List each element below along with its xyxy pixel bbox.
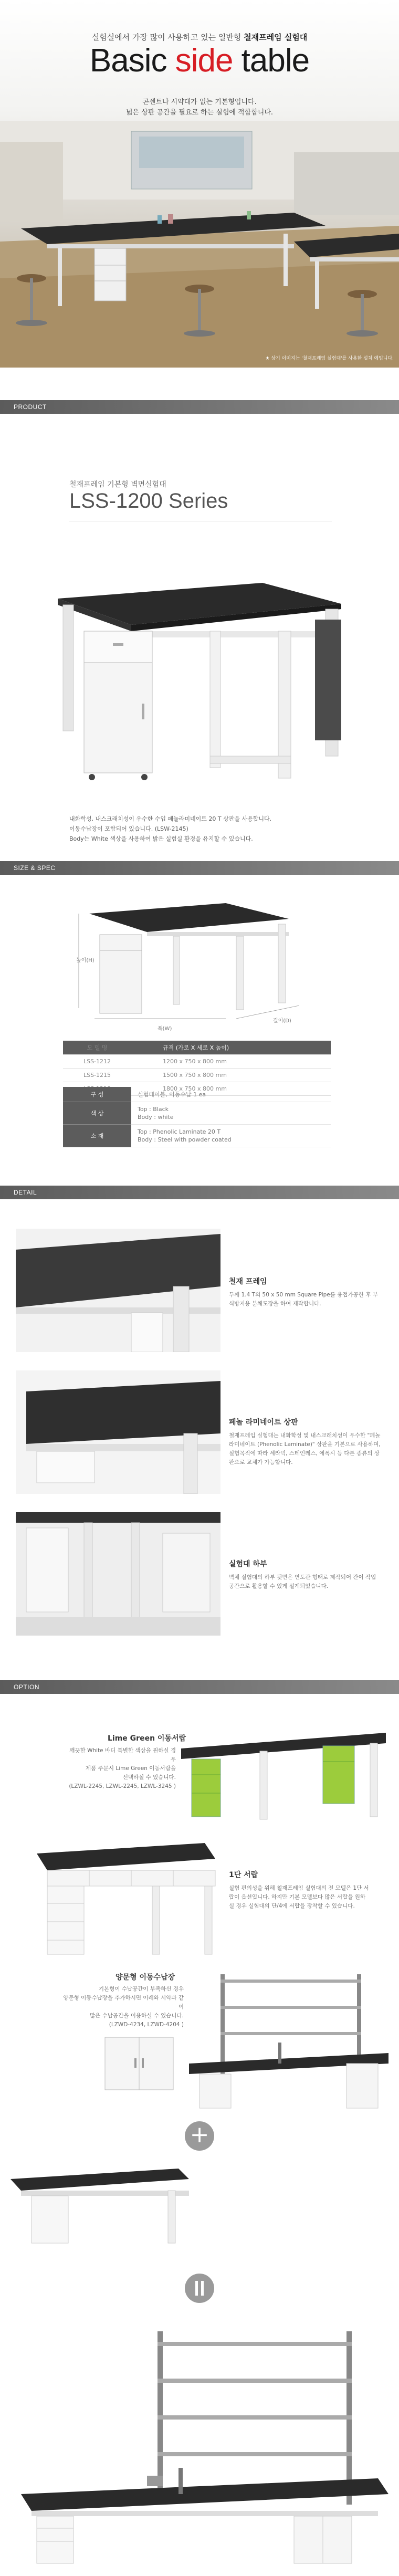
spec-header-size: 규격 (가로 X 세로 X 높이) bbox=[131, 1041, 331, 1054]
product-description bbox=[69, 814, 271, 844]
detail-top-title: 페놀 라미네이트 상판 bbox=[229, 1418, 298, 1427]
spec-header-model: 모 델 명 bbox=[63, 1041, 131, 1054]
hero-desc-line2: 넓은 상판 공간을 필요로 하는 실험에 적합합니다. bbox=[125, 109, 274, 117]
option-double-door-title: 양문형 이동수납장 bbox=[116, 1973, 175, 1982]
spec-size-cell: 1500 x 750 x 800 mm bbox=[131, 1068, 331, 1082]
section-bar-option bbox=[0, 1680, 399, 1694]
product-desc-line3: Body는 White 색상을 사용하여 밝은 실험실 환경을 유지할 수 있습니다. bbox=[69, 835, 253, 842]
hero-title-highlight: side bbox=[175, 43, 233, 79]
option-text-line: (LZWD-4234, LZWD-4204 ) bbox=[109, 2022, 184, 2028]
option-drawer-text: 실험 편의성을 위해 철재프레임 실험대의 전 모델은 1단 서랍이 옵션입니다. 하지만 기본 모델보다 많은 서랍을 원하실 경우 실험대의 단/4에 서랍을 장착할 수 있습니다. bbox=[229, 1885, 369, 1909]
spec-table-header bbox=[63, 1041, 331, 1054]
detail-frame-text: 두께 1.4 T의 50 x 50 mm Square Pipe를 용접가공한 후 부식방지용 분체도장을 하여 제작합니다. bbox=[229, 1292, 378, 1307]
size-diagram bbox=[68, 893, 331, 1024]
product-desc-line2: 이동수납장이 포함되어 있습니다. (LSW-2145) bbox=[69, 825, 188, 832]
option-lime-green-title: Lime Green 이동서랍 bbox=[108, 1734, 186, 1743]
hero-banner bbox=[0, 0, 399, 368]
hero-tagline bbox=[0, 32, 399, 43]
attr-val-color bbox=[131, 1102, 331, 1125]
section-bar-detail bbox=[0, 1186, 399, 1199]
option-drawer-title: 1단 서랍 bbox=[229, 1871, 258, 1879]
attr-key-color: 색 상 bbox=[63, 1102, 131, 1125]
attribute-table bbox=[63, 1087, 331, 1147]
attr-key-composition: 구 성 bbox=[63, 1087, 131, 1102]
dim-height-label: 높이(H) bbox=[76, 958, 94, 964]
section-bar-size-spec bbox=[0, 861, 399, 875]
attr-val-material bbox=[131, 1125, 331, 1147]
attr-val-line: 실험테이블, 이동수납 1 ea bbox=[138, 1091, 206, 1098]
detail-top-text: 철재프레임 실험대는 내화학성 및 내스크래치성이 우수한 "페놀라미네이트 (Phenolic Laminate)" 상판을 기본으로 사용하며, 실험목적에 따라 세라믹, 스테인레스, 에폭시 등 다른 종류의 상판으로 교체가 가능합니다. bbox=[229, 1432, 381, 1465]
spec-size-cell: 1800 x 750 x 800 mm bbox=[131, 1082, 331, 1095]
option-double-door-cabinet-image bbox=[100, 2032, 178, 2095]
section-label-detail: DETAIL bbox=[14, 1189, 37, 1196]
option-lime-green-image bbox=[181, 1722, 386, 1827]
detail-under-image bbox=[16, 1512, 220, 1636]
option-text-line: 양문형 이동수납장을 추가하시면 이레와 시약과 같이 bbox=[63, 1995, 184, 2010]
option-lime-green-text bbox=[66, 1746, 176, 1791]
attr-val-line: Body : Steel with powder coated bbox=[138, 1136, 232, 1143]
section-bar-product bbox=[0, 400, 399, 414]
hero-tagline-text: 실험실에서 가장 많이 사용하고 있는 일반형 bbox=[91, 33, 242, 42]
table-row bbox=[63, 1125, 331, 1147]
option-base-table-image bbox=[10, 2158, 189, 2247]
option-text-line: (LZWL-2245, LZWL-2245, LZWL-3245 ) bbox=[69, 1783, 176, 1789]
detail-frame-title: 철재 프레임 bbox=[229, 1277, 267, 1286]
option-text-line: 기본형이 수납공간이 부족하신 경우 bbox=[98, 1986, 184, 1992]
product-main-illustration bbox=[52, 536, 346, 798]
option-text-line: 선택하실 수 있습니다. bbox=[122, 1774, 176, 1781]
section-label-size-spec: SIZE & SPEC bbox=[14, 864, 56, 872]
hero-tagline-bold: 철재프레임 실험대 bbox=[244, 33, 308, 42]
hero-desc-line1: 콘센트나 시약대가 없는 기본형입니다. bbox=[142, 98, 257, 106]
product-desc-line1: 내화학성, 내스크래치성이 우수한 수입 페놀라미네이트 20 T 상판을 사용합니다. bbox=[69, 815, 272, 822]
table-row bbox=[63, 1102, 331, 1125]
spec-size-cell: 1200 x 750 x 800 mm bbox=[131, 1054, 331, 1068]
detail-frame-image bbox=[16, 1229, 220, 1352]
table-row bbox=[63, 1054, 331, 1068]
detail-under-title: 실험대 하부 bbox=[229, 1560, 267, 1568]
attr-key-material: 소 재 bbox=[63, 1125, 131, 1147]
option-full-setup-image bbox=[21, 2321, 388, 2568]
option-double-door-text bbox=[60, 1985, 184, 2029]
option-text-line: 많은 수납공간을 이용하실 수 있습니다. bbox=[90, 2013, 184, 2019]
detail-top-image bbox=[16, 1370, 220, 1494]
attr-val-line: Top : Black bbox=[138, 1106, 169, 1113]
plus-icon: + bbox=[185, 2121, 214, 2151]
detail-under-text: 벽체 실험대의 하부 뒷면은 연도관 형태로 제작되어 간이 작업공간으로 활용할 수 있게 설계되었습니다. bbox=[229, 1574, 376, 1589]
hero-note: ★ 상기 이미지는 '철재프레임 실험대'를 사용한 설치 예입니다. bbox=[265, 356, 394, 361]
option-drawer-image bbox=[32, 1838, 220, 1959]
attr-val-composition bbox=[131, 1087, 331, 1102]
option-text-line: 제품 주문시 Lime Green 이동서랍을 bbox=[85, 1765, 176, 1772]
dim-width-label: 폭(W) bbox=[158, 1026, 172, 1032]
attr-val-line: Body : white bbox=[138, 1114, 174, 1121]
product-subtitle: 철재프레임 기본형 벽면실험대 bbox=[69, 480, 166, 489]
section-label-product: PRODUCT bbox=[14, 403, 47, 411]
section-label-option: OPTION bbox=[14, 1683, 40, 1691]
table-row bbox=[63, 1087, 331, 1102]
hero-title bbox=[0, 42, 399, 79]
hero-title-part1: Basic bbox=[89, 43, 175, 79]
spec-model-cell: LSS-1215 bbox=[63, 1068, 131, 1082]
dim-depth-label: 깊이(D) bbox=[273, 1018, 291, 1024]
attr-val-line: Top : Phenolic Laminate 20 T bbox=[138, 1128, 221, 1135]
equals-icon bbox=[185, 2274, 214, 2303]
product-model-title: LSS-1200 Series bbox=[69, 489, 228, 512]
table-row bbox=[63, 1068, 331, 1082]
lab-room-illustration bbox=[0, 121, 399, 368]
hero-description bbox=[0, 97, 399, 118]
spec-model-cell: LSS-1212 bbox=[63, 1054, 131, 1068]
option-workstation-image bbox=[189, 1964, 388, 2111]
hero-title-part3: table bbox=[233, 43, 310, 79]
option-text-line: 깨끗한 White 바디 특별한 색상을 원하실 경우 bbox=[69, 1747, 176, 1763]
